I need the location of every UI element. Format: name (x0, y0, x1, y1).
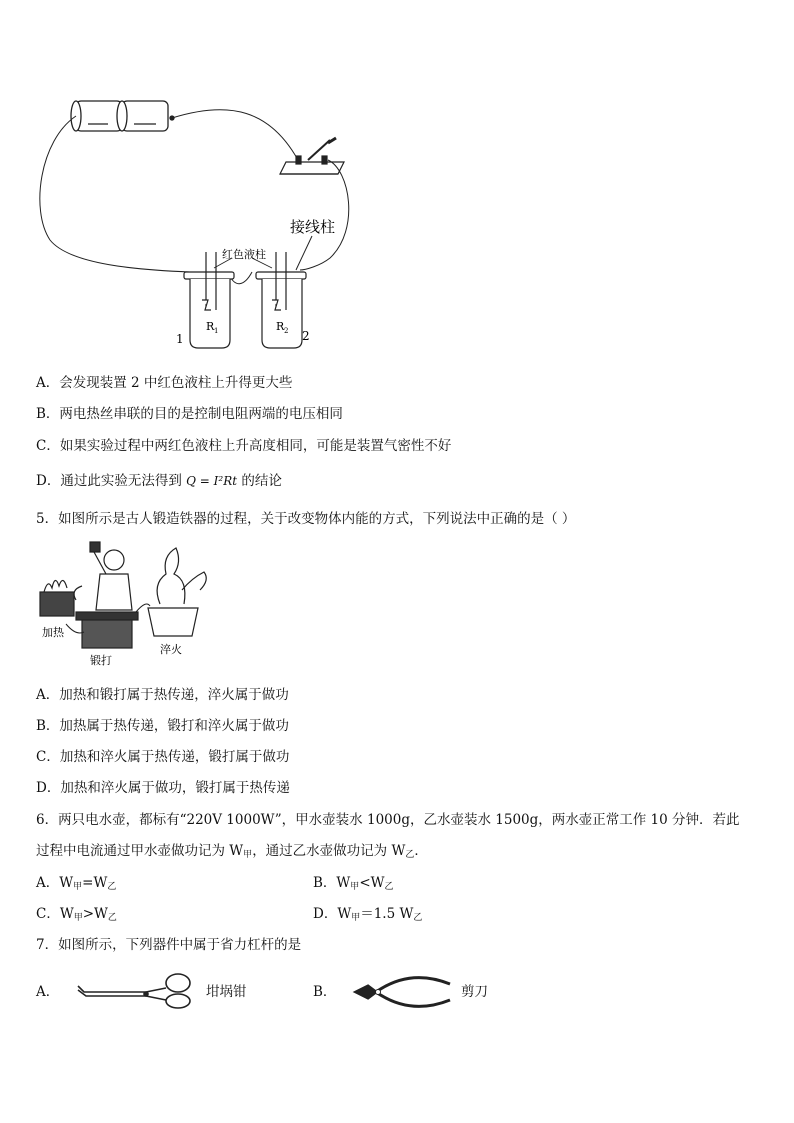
q7-option-a-name: 坩埚钳 (206, 984, 247, 1000)
r2-sub: 2 (284, 327, 289, 335)
wire (40, 110, 349, 284)
q4-option-d-pre: D．通过此实验无法得到 (36, 473, 182, 489)
r1-sub: 1 (214, 327, 219, 335)
device-1-label: 1 (176, 332, 184, 346)
r2-label: R (276, 320, 285, 333)
fig-forge-label: 锻打 (90, 654, 112, 667)
q7-option-b-name: 剪刀 (461, 984, 488, 1000)
q6-stem-post: ． (414, 843, 428, 859)
q6-stem-line2 (36, 842, 428, 864)
q5-option-a: A．加热和锻打属于热传递，淬火属于做功 (36, 687, 289, 703)
q7-option-a-label: A． (36, 984, 60, 1000)
q4-option-c: C．如果实验过程中两红色液柱上升高度相同，可能是装置气密性不好 (36, 438, 452, 454)
q7-stem: 7．如图所示，下列器件中属于省力杠杆的是 (36, 937, 302, 953)
jar-1 (184, 252, 234, 348)
q4-option-d (36, 472, 282, 490)
joule-formula: Q = I²Rt (186, 474, 238, 488)
circuit-figure (0, 0, 794, 360)
furnace-icon (40, 580, 74, 616)
q6-stem-pre: 过程中电流通过甲水壶做功记为 W (36, 843, 244, 859)
q6-option-a: A．$W_甲=W_乙$ (36, 875, 117, 892)
q4-option-b: B．两电热丝串联的目的是控制电阻两端的电压相同 (36, 406, 343, 422)
anvil-icon (76, 612, 138, 648)
crucible-tongs-icon (76, 970, 196, 1010)
jar-2 (256, 252, 306, 348)
terminal-label: 接线柱 (290, 218, 336, 236)
blacksmith-icon (74, 542, 132, 610)
q6-stem-line1: 6．两只电水壶，都标有“220V 1000W”，甲水壶装水 1000g，乙水壶装水 1500g，两水壶正常工作 10 分钟．若此 (36, 812, 740, 828)
q4-option-a: A．会发现装置 2 中红色液柱上升得更大些 (36, 375, 293, 391)
q5-stem: 5．如图所示是古人锻造铁器的过程，关于改变物体内能的方式，下列说法中正确的是（ ） (36, 511, 576, 527)
liquid-label: 红色液柱 (222, 248, 266, 261)
q6-option-b: B．$W_甲<W_乙$ (313, 875, 394, 892)
q6-option-d: D．$W_甲=1.5$ $W_乙$ (313, 906, 423, 923)
q5-option-b: B．加热属于热传递，锻打和淬火属于做功 (36, 718, 289, 734)
sub-yi: 乙 (405, 850, 415, 860)
switch-icon (280, 138, 344, 174)
battery-icon (71, 101, 174, 131)
quench-basin-icon (148, 548, 206, 636)
forging-figure (36, 540, 236, 670)
q5-option-c: C．加热和淬火属于热传递，锻打属于做功 (36, 749, 290, 765)
q6-stem-mid: ，通过乙水壶做功记为 W (252, 843, 406, 859)
fig-quench-label: 淬火 (160, 643, 182, 656)
q7-option-b-label: B． (313, 984, 337, 1000)
device-2-label: 2 (302, 329, 310, 343)
fig-heat-label: 加热 (42, 626, 64, 639)
r1-label: R (206, 320, 215, 333)
scissors-icon (350, 972, 460, 1012)
q4-option-d-post: 的结论 (241, 473, 282, 489)
q6-option-c: C．$W_甲>W_乙$ (36, 906, 117, 923)
q5-option-d: D．加热和淬火属于做功，锻打属于热传递 (36, 780, 290, 796)
sub-jia: 甲 (243, 850, 253, 860)
